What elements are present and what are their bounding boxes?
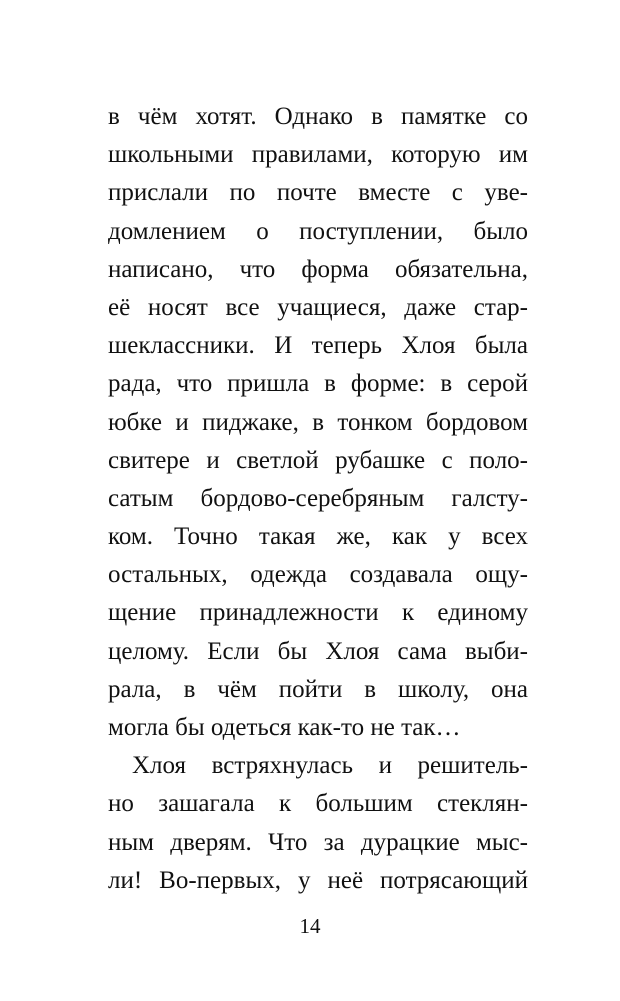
text-line: прислали по почте вместе с уве- — [108, 179, 528, 207]
text-line: рада, что пришла в форме: в серой — [108, 370, 528, 398]
text-line: ли! Во-первых, у неё потрясающий — [108, 866, 528, 894]
text-line: щение принадлежности к единому — [108, 599, 528, 627]
text-line: сатым бордово-серебряным галсту- — [108, 484, 528, 512]
text-line: юбке и пиджаке, в тонком бордовом — [108, 408, 528, 436]
text-line: рала, в чём пойти в школу, она — [108, 675, 528, 703]
page-number: 14 — [299, 914, 321, 938]
text-line: домлением о поступлении, было — [108, 217, 528, 245]
paragraph-2 — [108, 747, 528, 900]
text-line: школьными правилами, которую им — [108, 141, 528, 169]
text-line: шеклассники. И теперь Хлоя была — [108, 332, 528, 360]
paragraph-1 — [108, 98, 528, 747]
text-line: могла бы одеться как-то не так… — [108, 714, 461, 741]
text-line: её носят все учащиеся, даже стар- — [108, 293, 528, 321]
body-text — [108, 98, 528, 900]
text-line: написано, что форма обязательна, — [108, 255, 528, 283]
text-line: но зашагала к большим стеклян- — [108, 790, 528, 818]
text-line: ком. Точно такая же, как у всех — [108, 523, 528, 551]
text-line: ным дверям. Что за дурацкие мыс- — [108, 828, 528, 856]
text-line: свитере и светлой рубашке с поло- — [108, 446, 528, 474]
text-line: в чём хотят. Однако в памятке со — [108, 103, 528, 130]
text-line: целому. Если бы Хлоя сама выби- — [108, 637, 528, 665]
text-line: Хлоя встряхнулась и решитель- — [132, 752, 528, 780]
text-line: остальных, одежда создавала ощу- — [108, 561, 528, 589]
